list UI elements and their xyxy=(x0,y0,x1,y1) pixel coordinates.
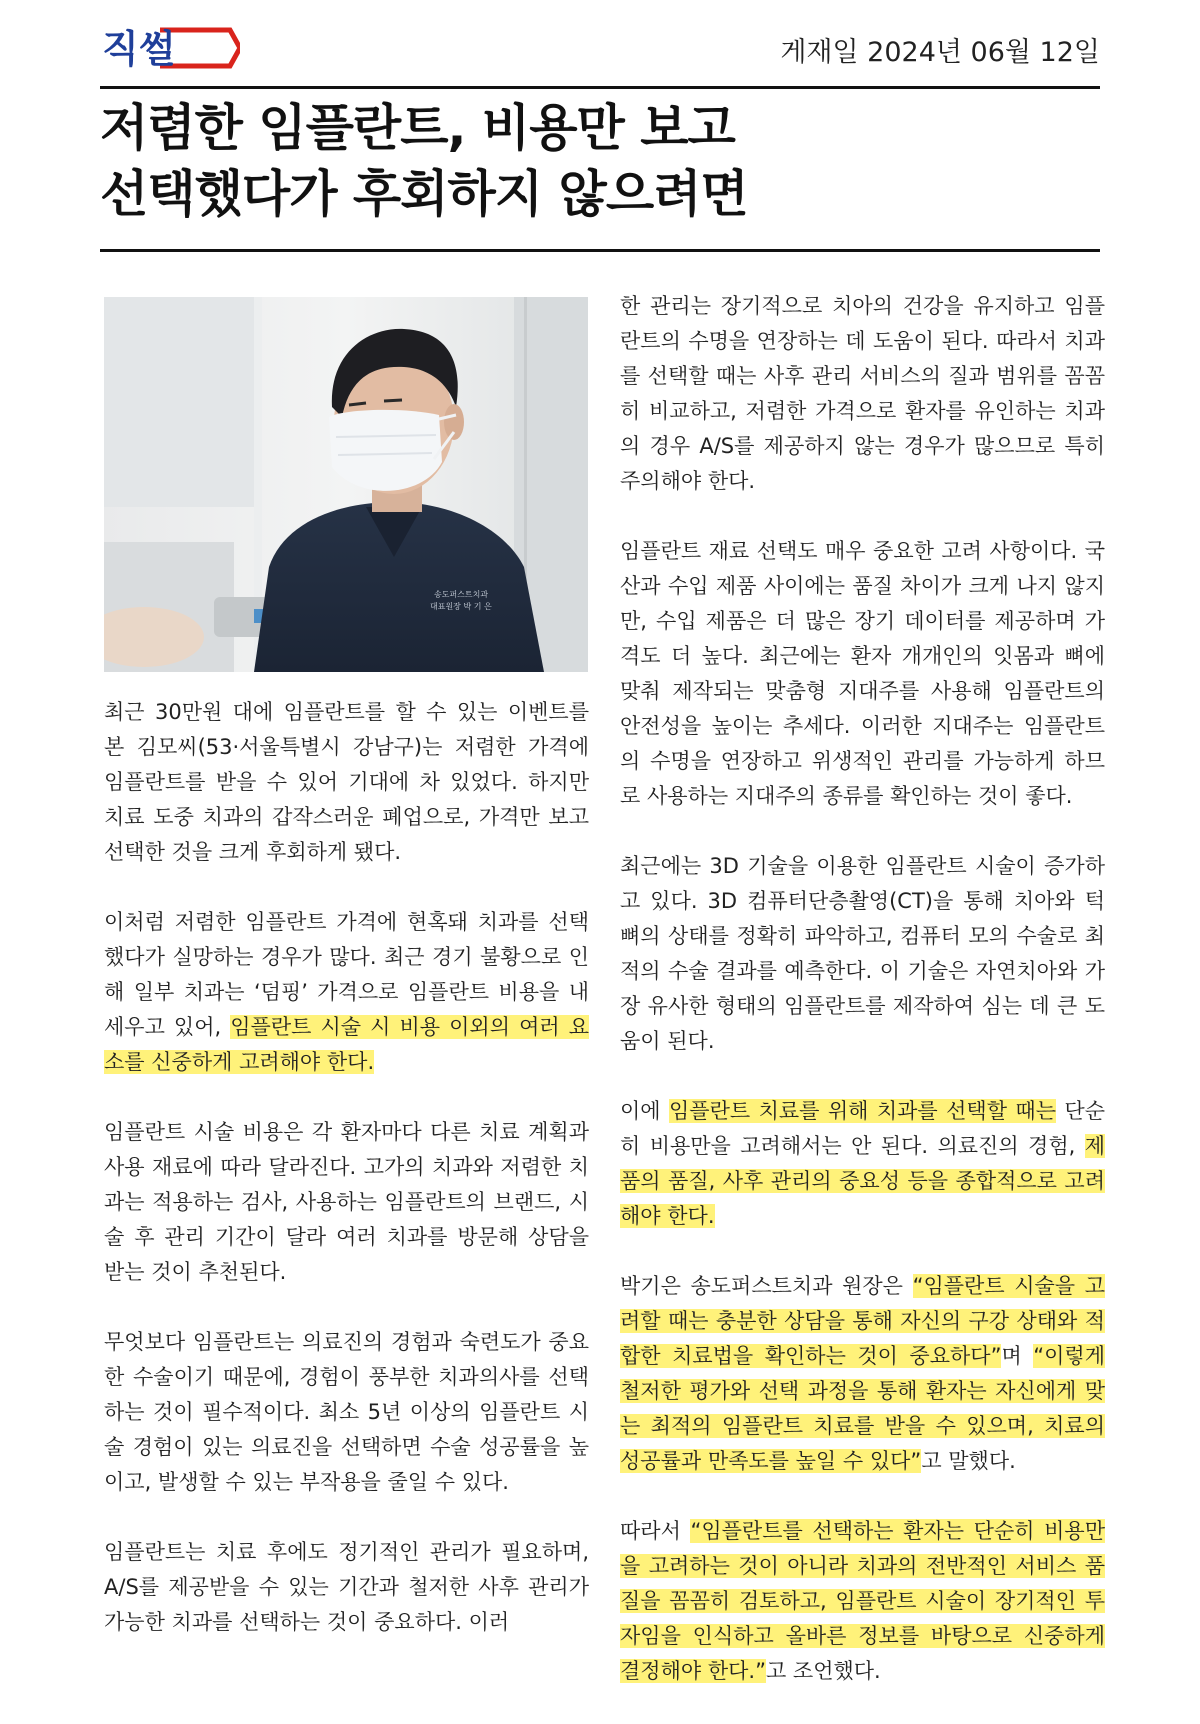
headline-line-2: 선택했다가 후회하지 않으려면 xyxy=(100,165,748,223)
publish-date: 게재일 2024년 06월 12일 xyxy=(780,37,1100,68)
highlighted-quote: “임플란트 시술을 고려할 때는 충분한 상담을 통해 자신의 구강 상태와 적합한 치료법을 확인하는 것이 중요하다” xyxy=(620,1274,1105,1368)
paragraph: 따라서 “임플란트를 선택하는 환자는 단순히 비용만을 고려하는 것이 아니라 치과의 전반적인 서비스 품질을 꼼꼼히 검토하고, 임플란트 시술이 장기적인 투자임을 인식하고 올바른 정보를 바탕으로 신중하게 결정해야 한다.”고 조언했다. xyxy=(620,1519,1105,1683)
gown-embroidery-line-2: 대표원장 박 기 은 xyxy=(430,602,492,611)
paragraph: 이처럼 저렴한 임플란트 가격에 현혹돼 치과를 선택했다가 실망하는 경우가 많다. 최근 경기 불황으로 인해 일부 치과는 ‘덤핑’ 가격으로 임플란트 비용을 내세우고 있어, 임플란트 시술 시 비용 이외의 여러 요소를 신중하게 고려해야 한다. xyxy=(104,910,589,1074)
paragraph: 이에 임플란트 치료를 위해 치과를 선택할 때는 단순히 비용만을 고려해서는 안 된다. 의료진의 경험, 제품의 품질, 사후 관리의 중요성 등을 종합적으로 고려해야 한다. xyxy=(620,1099,1105,1228)
gown-embroidery-line-1: 송도퍼스트치과 xyxy=(434,590,489,599)
paragraph: 임플란트는 치료 후에도 정기적인 관리가 필요하며, A/S를 제공받을 수 있는 기간과 철저한 사후 관리가 가능한 치과를 선택하는 것이 중요하다. 이러 xyxy=(104,1540,589,1634)
highlighted-text: 임플란트 치료를 위해 치과를 선택할 때는 xyxy=(669,1099,1056,1123)
top-rule xyxy=(100,86,1100,89)
logo-text: 직썰 xyxy=(102,27,176,71)
logo-arrow-icon xyxy=(100,20,240,76)
headline-line-1: 저렴한 임플란트, 비용만 보고 xyxy=(100,99,735,157)
article-photo xyxy=(104,297,588,672)
highlighted-text: 제품의 품질, 사후 관리의 중요성 등을 종합적으로 고려해야 한다. xyxy=(620,1134,1105,1228)
highlighted-quote: “이렇게 철저한 평가와 선택 과정을 통해 환자는 자신에게 맞는 최적의 임플란트 치료를 받을 수 있으며, 치료의 성공률과 만족도를 높일 수 있다” xyxy=(620,1344,1106,1473)
highlighted-text: 임플란트 시술 시 비용 이외의 여러 요소를 신중하게 고려해야 한다. xyxy=(104,1015,589,1074)
article-column-left xyxy=(104,695,589,1675)
newspaper-logo xyxy=(100,20,240,76)
paragraph: 임플란트 시술 비용은 각 환자마다 다른 치료 계획과 사용 재료에 따라 달라진다. 고가의 치과와 저렴한 치과는 적용하는 검사, 사용하는 임플란트의 브랜드, 시술 후 관리 기간이 달라 여러 치과를 방문해 상담을 받는 것이 추천된다. xyxy=(104,1120,589,1284)
paragraph: 한 관리는 장기적으로 치아의 건강을 유지하고 임플란트의 수명을 연장하는 데 도움이 된다. 따라서 치과를 선택할 때는 사후 관리 서비스의 질과 범위를 꼼꼼히 비교하고, 저렴한 가격으로 환자를 유인하는 치과의 경우 A/S를 제공하지 않는 경우가 많으므로 특히 주의해야 한다. xyxy=(620,294,1105,493)
paragraph: 임플란트 재료 선택도 매우 중요한 고려 사항이다. 국산과 수입 제품 사이에는 품질 차이가 크게 나지 않지만, 수입 제품은 더 많은 장기 데이터를 제공하며 가격도 더 높다. 최근에는 환자 개개인의 잇몸과 뼈에 맞춰 제작되는 맞춤형 지대주를 사용해 임플란트의 안전성을 높이는 추세다. 이러한 지대주는 임플란트의 수명을 연장하고 위생적인 관리를 가능하게 하므로 사용하는 지대주의 종류를 확인하는 것이 좋다. xyxy=(620,539,1105,808)
paragraph: 무엇보다 임플란트는 의료진의 경험과 숙련도가 중요한 수술이기 때문에, 경험이 풍부한 치과의사를 선택하는 것이 필수적이다. 최소 5년 이상의 임플란트 시술 경험이 있는 의료진을 선택하면 수술 성공률을 높이고, 발생할 수 있는 부작용을 줄일 수 있다. xyxy=(104,1330,589,1494)
article-column-right xyxy=(620,289,1105,1724)
highlighted-quote: “임플란트를 선택하는 환자는 단순히 비용만을 고려하는 것이 아니라 치과의 전반적인 서비스 품질을 꼼꼼히 검토하고, 임플란트 시술이 장기적인 투자임을 인식하고 올바른 정보를 바탕으로 신중하게 결정해야 한다.” xyxy=(620,1519,1105,1683)
paragraph: 최근에는 3D 기술을 이용한 임플란트 시술이 증가하고 있다. 3D 컴퓨터단층촬영(CT)을 통해 치아와 턱뼈의 상태를 정확히 파악하고, 컴퓨터 모의 수술로 최적의 수술 결과를 예측한다. 이 기술은 자연치아와 가장 유사한 형태의 임플란트를 제작하여 심는 데 큰 도움이 된다. xyxy=(620,854,1105,1053)
paragraph: 박기은 송도퍼스트치과 원장은 “임플란트 시술을 고려할 때는 충분한 상담을 통해 자신의 구강 상태와 적합한 치료법을 확인하는 것이 중요하다”며 “이렇게 철저한 평가와 선택 과정을 통해 환자는 자신에게 맞는 최적의 임플란트 치료를 받을 수 있으며, 치료의 성공률과 만족도를 높일 수 있다”고 말했다. xyxy=(620,1274,1106,1473)
headline-rule xyxy=(100,249,1100,252)
headline xyxy=(100,95,1100,227)
paragraph: 최근 30만원 대에 임플란트를 할 수 있는 이벤트를 본 김모씨(53·서울특별시 강남구)는 저렴한 가격에 임플란트를 받을 수 있어 기대에 차 있었다. 하지만 치료 도중 치과의 갑작스러운 폐업으로, 가격만 보고 선택한 것을 크게 후회하게 됐다. xyxy=(104,700,589,864)
